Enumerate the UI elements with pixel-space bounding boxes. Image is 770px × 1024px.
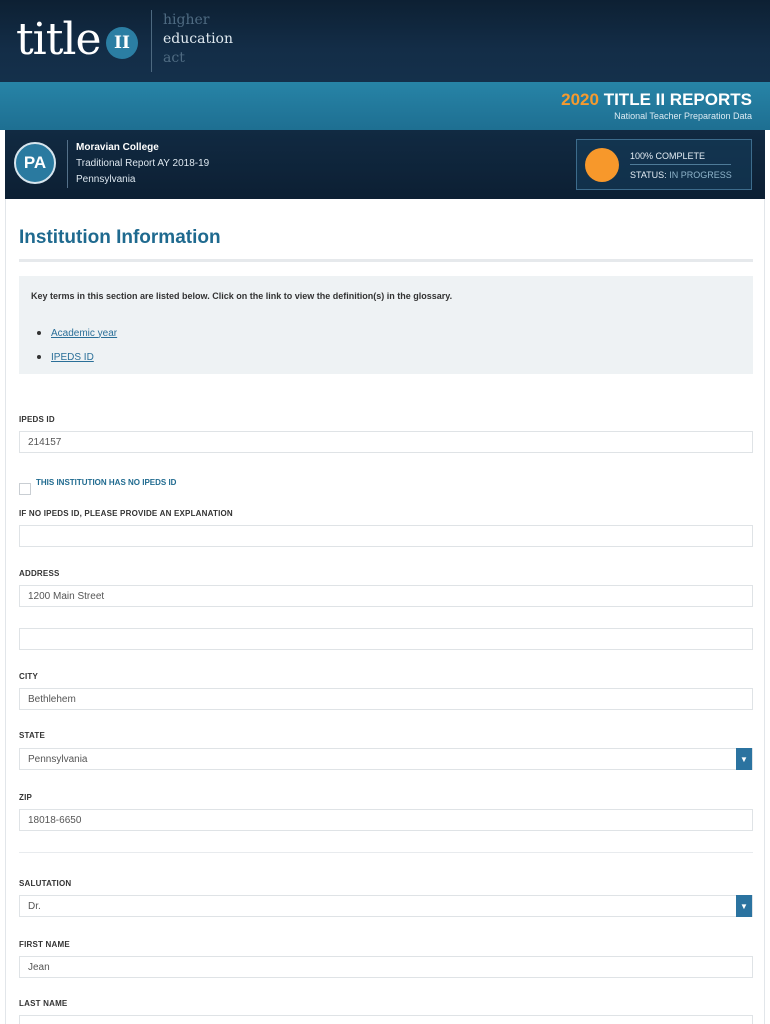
state-badge: PA <box>14 142 56 184</box>
chevron-down-icon[interactable]: ▼ <box>736 748 752 770</box>
status-panel <box>576 139 752 190</box>
glossary-link-academic-year[interactable]: Academic year <box>51 327 118 339</box>
title-divider <box>19 259 753 262</box>
report-type: Traditional Report AY 2018-19 <box>76 158 210 169</box>
chevron-down-icon[interactable]: ▼ <box>736 895 752 917</box>
status-value: IN PROGRESS <box>669 170 732 180</box>
section-title: Institution Information <box>19 227 221 248</box>
address-label: ADDRESS <box>19 569 60 578</box>
city-input[interactable]: Bethlehem <box>19 688 753 710</box>
institution-name: Moravian College <box>76 142 159 153</box>
last-name-input[interactable] <box>19 1015 753 1024</box>
logo-word-education: education <box>163 31 233 47</box>
status-divider <box>630 164 731 165</box>
ipeds-label: IPEDS ID <box>19 415 55 424</box>
institution-divider <box>67 140 68 188</box>
logo-words <box>163 11 233 68</box>
logo-word-act: act <box>163 50 185 66</box>
ipeds-input[interactable]: 214157 <box>19 431 753 453</box>
progress-label: 100% COMPLETE <box>630 151 706 161</box>
institution-state: Pennsylvania <box>76 174 136 185</box>
glossary-item <box>37 345 117 369</box>
glossary-intro: Key terms in this section are listed below. Click on the link to view the definition(s) in the glossary. <box>31 291 453 301</box>
glossary-item <box>37 321 117 345</box>
status-text <box>630 170 732 180</box>
logo-divider <box>151 10 152 72</box>
no-ipeds-explanation-input[interactable] <box>19 525 753 547</box>
last-name-label: LAST NAME <box>19 999 68 1008</box>
address-line1-input[interactable]: 1200 Main Street <box>19 585 753 607</box>
address-line2-input[interactable] <box>19 628 753 650</box>
state-select[interactable] <box>19 748 753 770</box>
city-label: CITY <box>19 672 39 681</box>
first-name-label: FIRST NAME <box>19 940 70 949</box>
first-name-input[interactable]: Jean <box>19 956 753 978</box>
state-label: STATE <box>19 731 46 740</box>
banner-subtitle: National Teacher Preparation Data <box>614 111 752 121</box>
no-ipeds-explanation-label: IF NO IPEDS ID, PLEASE PROVIDE AN EXPLANATION <box>19 509 233 518</box>
site-header <box>0 0 770 82</box>
logo-numeral-badge: II <box>106 27 138 59</box>
progress-circle-icon <box>585 148 619 182</box>
salutation-label: SALUTATION <box>19 879 72 888</box>
institution-details <box>76 140 209 188</box>
status-prefix: STATUS: <box>630 170 667 180</box>
zip-input[interactable]: 18018-6650 <box>19 809 753 831</box>
institution-bar <box>5 130 765 199</box>
salutation-select-value: Dr. <box>28 900 41 912</box>
section-separator <box>19 852 753 853</box>
banner-year: 2020 <box>561 90 599 109</box>
banner-title <box>561 90 752 110</box>
no-ipeds-checkbox[interactable] <box>19 483 31 495</box>
glossary-list <box>37 321 117 369</box>
state-select-value: Pennsylvania <box>28 753 88 765</box>
salutation-select[interactable] <box>19 895 753 917</box>
reports-banner <box>0 82 770 130</box>
no-ipeds-label: THIS INSTITUTION HAS NO IPEDS ID <box>36 478 177 487</box>
institution-form-card <box>5 199 765 1024</box>
glossary-link-ipeds-id[interactable]: IPEDS ID <box>51 351 94 363</box>
logo-word-higher: higher <box>163 12 210 28</box>
logo-title: title <box>16 14 101 65</box>
glossary-box <box>19 276 753 374</box>
banner-title-text: TITLE II REPORTS <box>603 90 752 109</box>
zip-label: ZIP <box>19 793 33 802</box>
